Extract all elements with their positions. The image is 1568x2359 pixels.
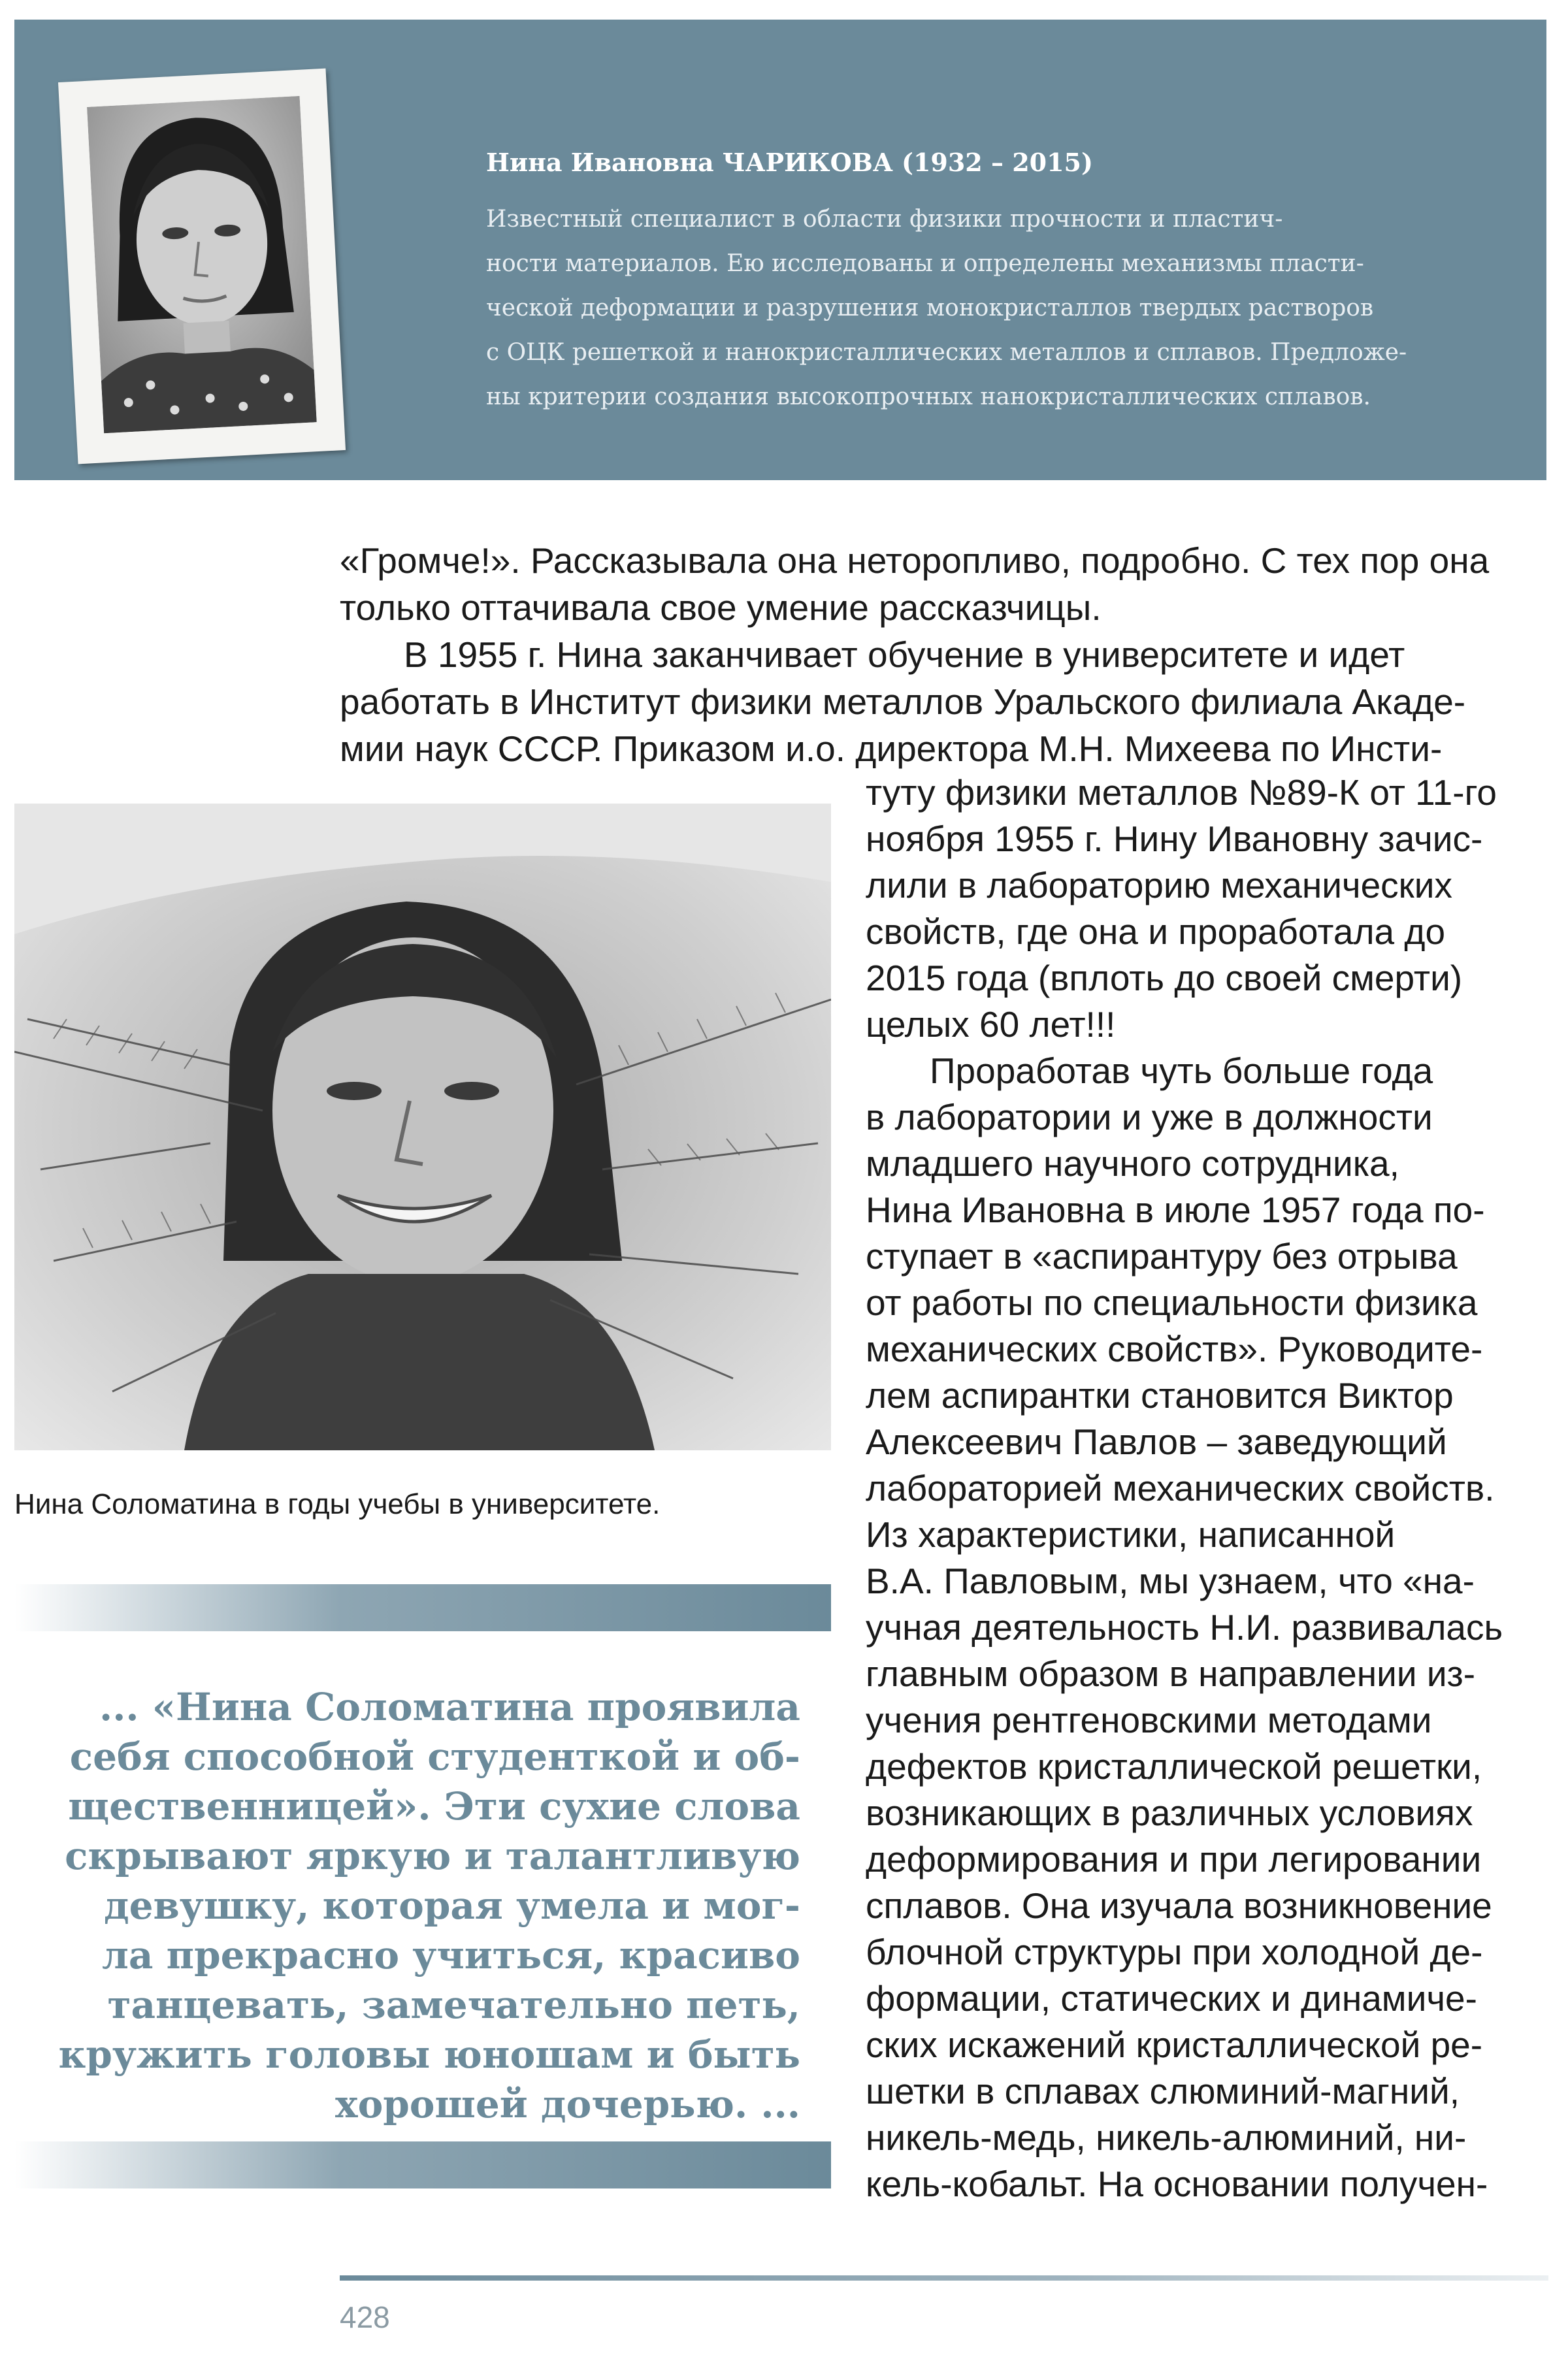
portrait-photo [58, 69, 346, 464]
bio-text [486, 197, 1479, 419]
body-line: Нина Ивановна в июле 1957 года по- [866, 1190, 1485, 1230]
bio-line: ческой деформации и разрушения монокристаллов твердых растворов [486, 295, 1374, 321]
body-line: механических свойств». Руководите- [866, 1329, 1483, 1369]
body-line: от работы по специальности физика [866, 1282, 1478, 1323]
body-line: свойств, где она и проработала до [866, 911, 1446, 952]
body-line: ступает в «аспирантуру без отрыва [866, 1236, 1458, 1277]
body-line: В.А. Павловым, мы узнаем, что «на- [866, 1561, 1475, 1601]
body-line: сплавов. Она изучала возникновение [866, 1885, 1492, 1926]
body-line: ноября 1955 г. Нину Ивановну зачис- [866, 819, 1483, 859]
body-line: дефектов кристаллической решетки, [866, 1746, 1482, 1787]
body-line: никель-медь, никель-алюминий, ни- [866, 2117, 1467, 2158]
body-line: туту физики металлов №89-К от 11-го [866, 772, 1497, 813]
body-line: ских искажений кристаллической ре- [866, 2025, 1483, 2065]
student-photo [14, 804, 831, 1450]
page-number: 428 [340, 2300, 390, 2334]
body-line: Проработав чуть больше года [930, 1050, 1433, 1091]
body-text-right [866, 770, 1548, 2207]
body-line: формации, статических и динамиче- [866, 1978, 1477, 2019]
portrait-image [87, 96, 317, 433]
body-line: в лаборатории и уже в должности [866, 1097, 1433, 1137]
bio-line: Известный специалист в области физики прочности и пластич- [486, 206, 1283, 233]
quote-line: ... «Нина Соломатина проявила [99, 1685, 800, 1729]
quote-line: скрывают яркую и талантливую [65, 1834, 800, 1878]
body-line: главным образом в направлении из- [866, 1653, 1476, 1694]
body-line: учная деятельность Н.И. развивалась [866, 1607, 1503, 1648]
quote-line: танцевать, замечательно петь, [107, 1983, 800, 2027]
bio-name-heading: Нина Ивановна ЧАРИКОВА (1932 – 2015) [486, 148, 1093, 177]
quote-line: себя способной студенткой и об- [69, 1734, 800, 1779]
body-line: возникающих в различных условиях [866, 1793, 1473, 1833]
bio-line: ности материалов. Ею исследованы и определены механизмы пласти- [486, 250, 1364, 277]
quote-bar-top [14, 1584, 831, 1631]
body-line: деформирования и при легировании [866, 1839, 1482, 1879]
quote-line: хорошей дочерью. ... [335, 2082, 800, 2126]
footer-rule [340, 2275, 1548, 2281]
pull-quote [26, 1682, 800, 2129]
body-line: работать в Институт физики металлов Уральского филиала Акаде- [340, 681, 1466, 722]
body-line: Из характеристики, написанной [866, 1514, 1396, 1555]
body-line: Алексеевич Павлов – заведующий [866, 1422, 1447, 1462]
body-line: лабораторией механических свойств. [866, 1468, 1495, 1508]
body-text-top [340, 537, 1548, 772]
body-line: В 1955 г. Нина заканчивает обучение в университете и идет [404, 634, 1405, 675]
body-line: мии наук СССР. Приказом и.о. директора М.Н. Михеева по Инсти- [340, 728, 1443, 769]
body-line: лили в лабораторию механических [866, 865, 1452, 905]
body-line: целых 60 лет!!! [866, 1004, 1116, 1045]
body-line: учения рентгеновскими методами [866, 1700, 1432, 1740]
quote-line: щественницей». Эти сухие слова [68, 1784, 800, 1829]
bio-line: с ОЦК решеткой и нанокристаллических металлов и сплавов. Предложе- [486, 339, 1407, 366]
body-line: младшего научного сотрудника, [866, 1143, 1399, 1184]
body-line: шетки в сплавах слюминий-магний, [866, 2071, 1460, 2111]
quote-line: кружить головы юношам и быть [58, 2032, 800, 2077]
body-line: «Громче!». Рассказывала она неторопливо, подробно. С тех пор она [340, 540, 1490, 581]
student-photo-image [14, 804, 831, 1450]
bio-banner [14, 20, 1546, 480]
body-line: 2015 года (вплоть до своей смерти) [866, 958, 1463, 998]
body-line: только оттачивала свое умение рассказчицы. [340, 587, 1102, 628]
quote-line: девушку, которая умела и мог- [103, 1883, 800, 1928]
body-line: лем аспирантки становится Виктор [866, 1375, 1454, 1416]
quote-line: ла прекрасно учиться, красиво [101, 1933, 800, 1977]
bio-line: ны критерии создания высокопрочных нанокристаллических сплавов. [486, 383, 1371, 410]
photo-caption: Нина Соломатина в годы учебы в университете. [14, 1488, 661, 1520]
quote-bar-bottom [14, 2141, 831, 2188]
body-line: кель-кобальт. На основании получен- [866, 2164, 1488, 2204]
body-line: блочной структуры при холодной де- [866, 1932, 1483, 1972]
